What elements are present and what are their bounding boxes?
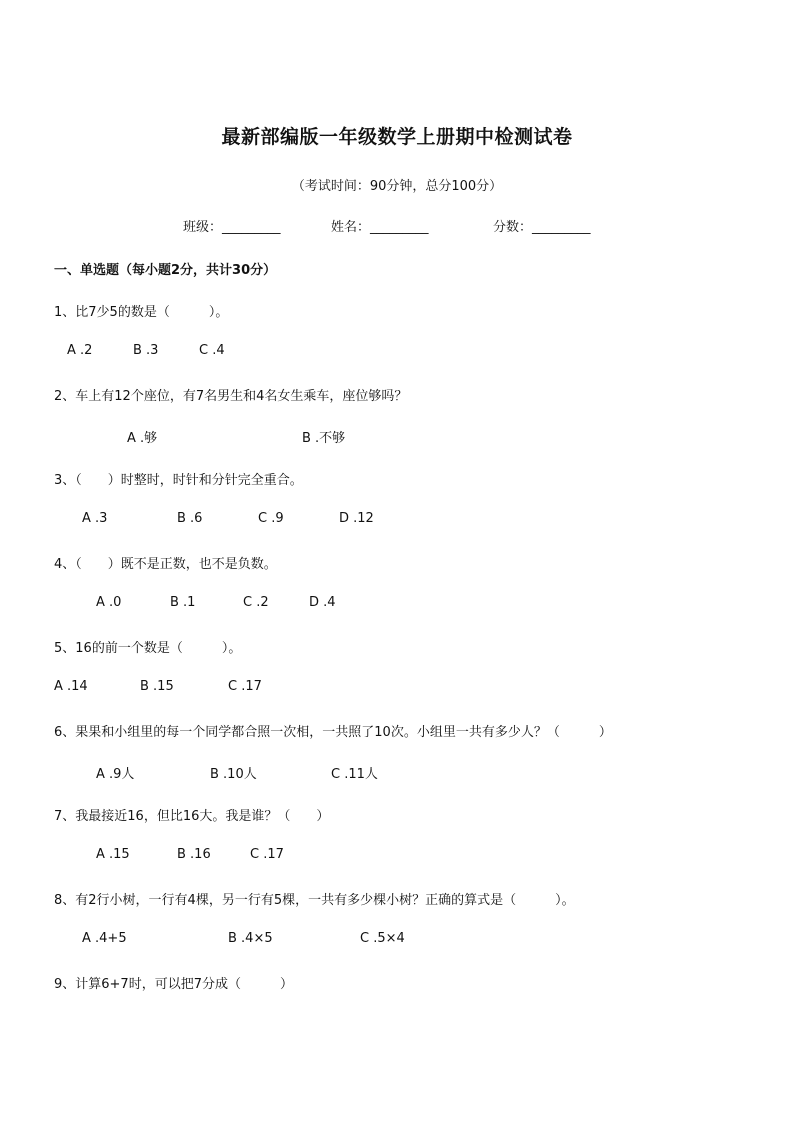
q8-option-b: B .4×5	[228, 931, 273, 946]
section-heading: 一、单选题（每小题2分，共计30分）	[54, 263, 277, 278]
q1-option-c: C .4	[199, 343, 225, 358]
q4-option-a: A .0	[96, 595, 122, 610]
exam-title: 最新部编版一年级数学上册期中检测试卷	[221, 126, 573, 148]
q6-option-a: A .9人	[96, 767, 135, 782]
q1-option-a: A .2	[67, 343, 93, 358]
question-7: 7、我最接近16，但比16大。我是谁？（ ）	[54, 809, 330, 824]
q7-option-a: A .15	[96, 847, 130, 862]
question-8: 8、有2行小树，一行有4棵，另一行有5棵，一共有多少棵小树？正确的算式是（ ）。	[54, 893, 575, 908]
question-2: 2、车上有12个座位，有7名男生和4名女生乘车，座位够吗？	[54, 389, 408, 404]
q8-option-c: C .5×4	[360, 931, 405, 946]
q3-option-a: A .3	[82, 511, 108, 526]
q3-option-d: D .12	[339, 511, 374, 526]
q2-option-b: B .不够	[302, 431, 346, 446]
class-field: 班级：_________	[183, 220, 281, 235]
question-3: 3、（ ）时整时，时针和分针完全重合。	[54, 473, 303, 488]
q3-option-b: B .6	[177, 511, 203, 526]
q3-option-c: C .9	[258, 511, 284, 526]
q5-option-a: A .14	[54, 679, 88, 694]
question-4: 4、（ ）既不是正数，也不是负数。	[54, 557, 277, 572]
q5-option-b: B .15	[140, 679, 174, 694]
q8-option-a: A .4+5	[82, 931, 127, 946]
q4-option-c: C .2	[243, 595, 269, 610]
q7-option-c: C .17	[250, 847, 284, 862]
score-field: 分数：_________	[493, 220, 591, 235]
q4-option-b: B .1	[170, 595, 196, 610]
question-9: 9、计算6+7时，可以把7分成（ ）	[54, 977, 293, 992]
q2-option-a: A .够	[127, 431, 158, 446]
question-6: 6、果果和小组里的每一个同学都合照一次相，一共照了10次。小组里一共有多少人？（ ）	[54, 725, 612, 740]
q5-option-c: C .17	[228, 679, 262, 694]
q1-option-b: B .3	[133, 343, 159, 358]
q4-option-d: D .4	[309, 595, 336, 610]
exam-subtitle: （考试时间：90分钟，总分100分）	[291, 179, 503, 194]
name-field: 姓名：_________	[331, 220, 429, 235]
q7-option-b: B .16	[177, 847, 211, 862]
question-1: 1、比7少5的数是（ ）。	[54, 305, 229, 320]
q6-option-c: C .11人	[331, 767, 378, 782]
q6-option-b: B .10人	[210, 767, 257, 782]
question-5: 5、16的前一个数是（ ）。	[54, 641, 242, 656]
